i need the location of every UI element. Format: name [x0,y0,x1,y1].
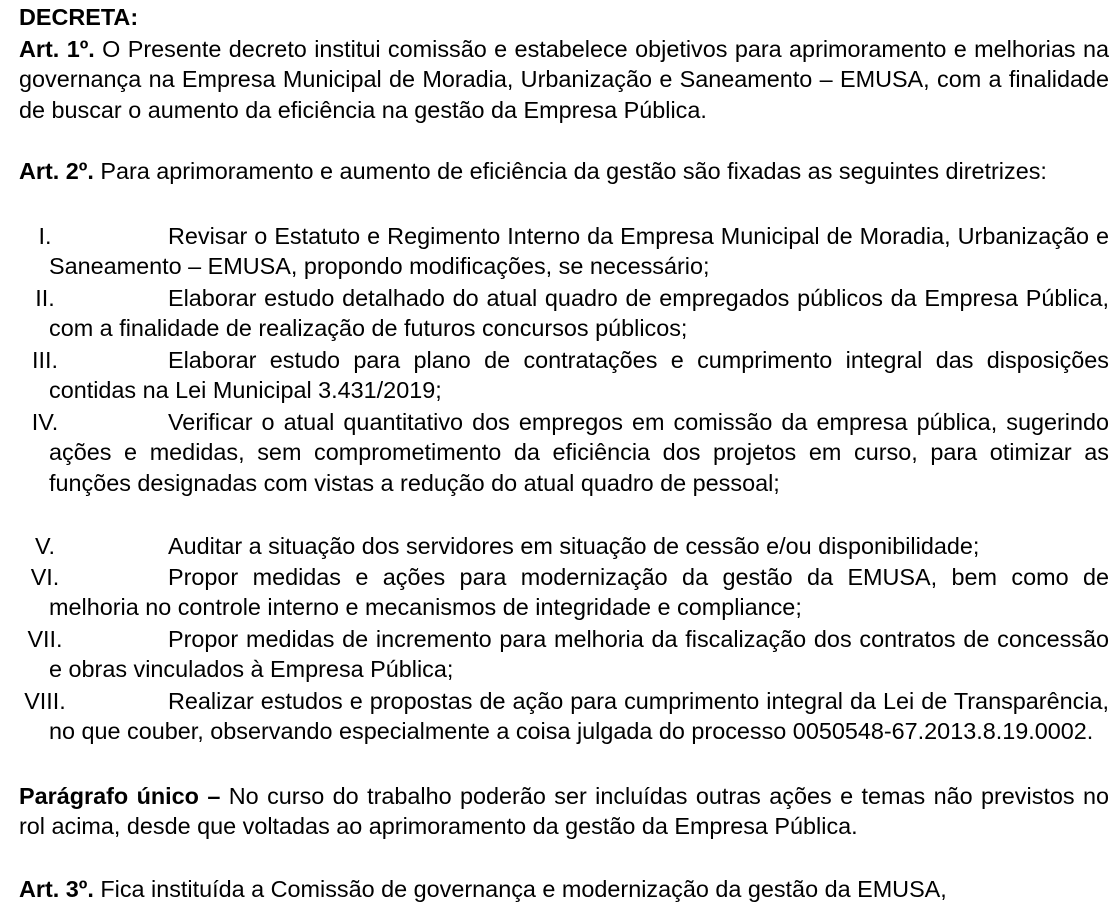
list-item-i [0,221,1109,282]
list-item-viii [0,686,1109,747]
paragrafo-unico-label: Parágrafo único – [19,783,221,809]
paragrafo-unico-text: No curso do trabalho poderão ser incluídas outras ações e temas não previstos no rol acima, desde que voltadas ao aprimoramento da gestão da Empresa Pública. [19,783,1109,840]
article-3 [19,874,1109,904]
roman-numeral: II. [35,285,55,311]
list-item-text: Propor medidas de incremento para melhoria da fiscalização dos contratos de concessão e obras vinculados à Empresa Pública; [49,626,1109,683]
roman-numeral: VI. [30,564,60,590]
list-item-vii [0,624,1109,685]
list-item-vi [0,562,1109,623]
list-item-text: Elaborar estudo detalhado do atual quadro de empregados públicos da Empresa Pública, com a finalidade de realização de futuros concursos públicos; [49,285,1109,342]
list-item-text: Elaborar estudo para plano de contratações e cumprimento integral das disposições contidas na Lei Municipal 3.431/2019; [49,347,1109,404]
list-item-ii [0,283,1109,344]
roman-numeral: IV. [31,409,59,435]
list-item-text: Realizar estudos e propostas de ação para cumprimento integral da Lei de Transparência, no que couber, observando especialmente a coisa julgada do processo 0050548-67.2013.8.19.0002. [49,688,1109,745]
list-item-text: Propor medidas e ações para modernização da gestão da EMUSA, bem como de melhoria no controle interno e mecanismos de integridade e compliance; [49,564,1109,621]
roman-numeral: VII. [27,626,63,652]
list-item-text: Auditar a situação dos servidores em situação de cessão e/ou disponibilidade; [168,533,980,559]
roman-numeral: III. [32,347,58,373]
article-1-text: O Presente decreto institui comissão e estabelece objetivos para aprimoramento e melhorias na governança na Empresa Municipal de Moradia, Urbanização e Saneamento – EMUSA, com a finalidade de buscar o aumento da eficiência na gestão da Empresa Pública. [19,36,1110,123]
article-3-text: Fica instituída a Comissão de governança e modernização da gestão da EMUSA, [100,876,947,902]
list-item-text: Verificar o atual quantitativo dos empregos em comissão da empresa pública, sugerindo ações e medidas, sem comprometimento da eficiência dos projetos em curso, para otimizar as funções designadas com vistas a redução do atual quadro de pessoal; [49,409,1109,496]
list-item-iv [0,407,1109,498]
roman-numeral: VIII. [24,688,66,714]
list-item-iii [0,345,1109,406]
article-2-text: Para aprimoramento e aumento de eficiência da gestão são fixadas as seguintes diretrizes: [100,158,1047,184]
article-2 [19,156,1109,186]
roman-numeral: V. [35,533,55,559]
roman-numeral: I. [38,223,52,249]
paragrafo-unico [19,781,1109,842]
list-item-text: Revisar o Estatuto e Regimento Interno da Empresa Municipal de Moradia, Urbanização e Saneamento – EMUSA, propondo modificações, se necessário; [49,223,1109,280]
list-item-v [0,531,1109,561]
article-2-label: Art. 2º. [19,158,94,184]
decreta-heading: DECRETA: [19,4,139,30]
article-1-label: Art. 1º. [19,36,95,62]
article-1 [19,34,1109,125]
article-3-label: Art. 3º. [19,876,94,902]
